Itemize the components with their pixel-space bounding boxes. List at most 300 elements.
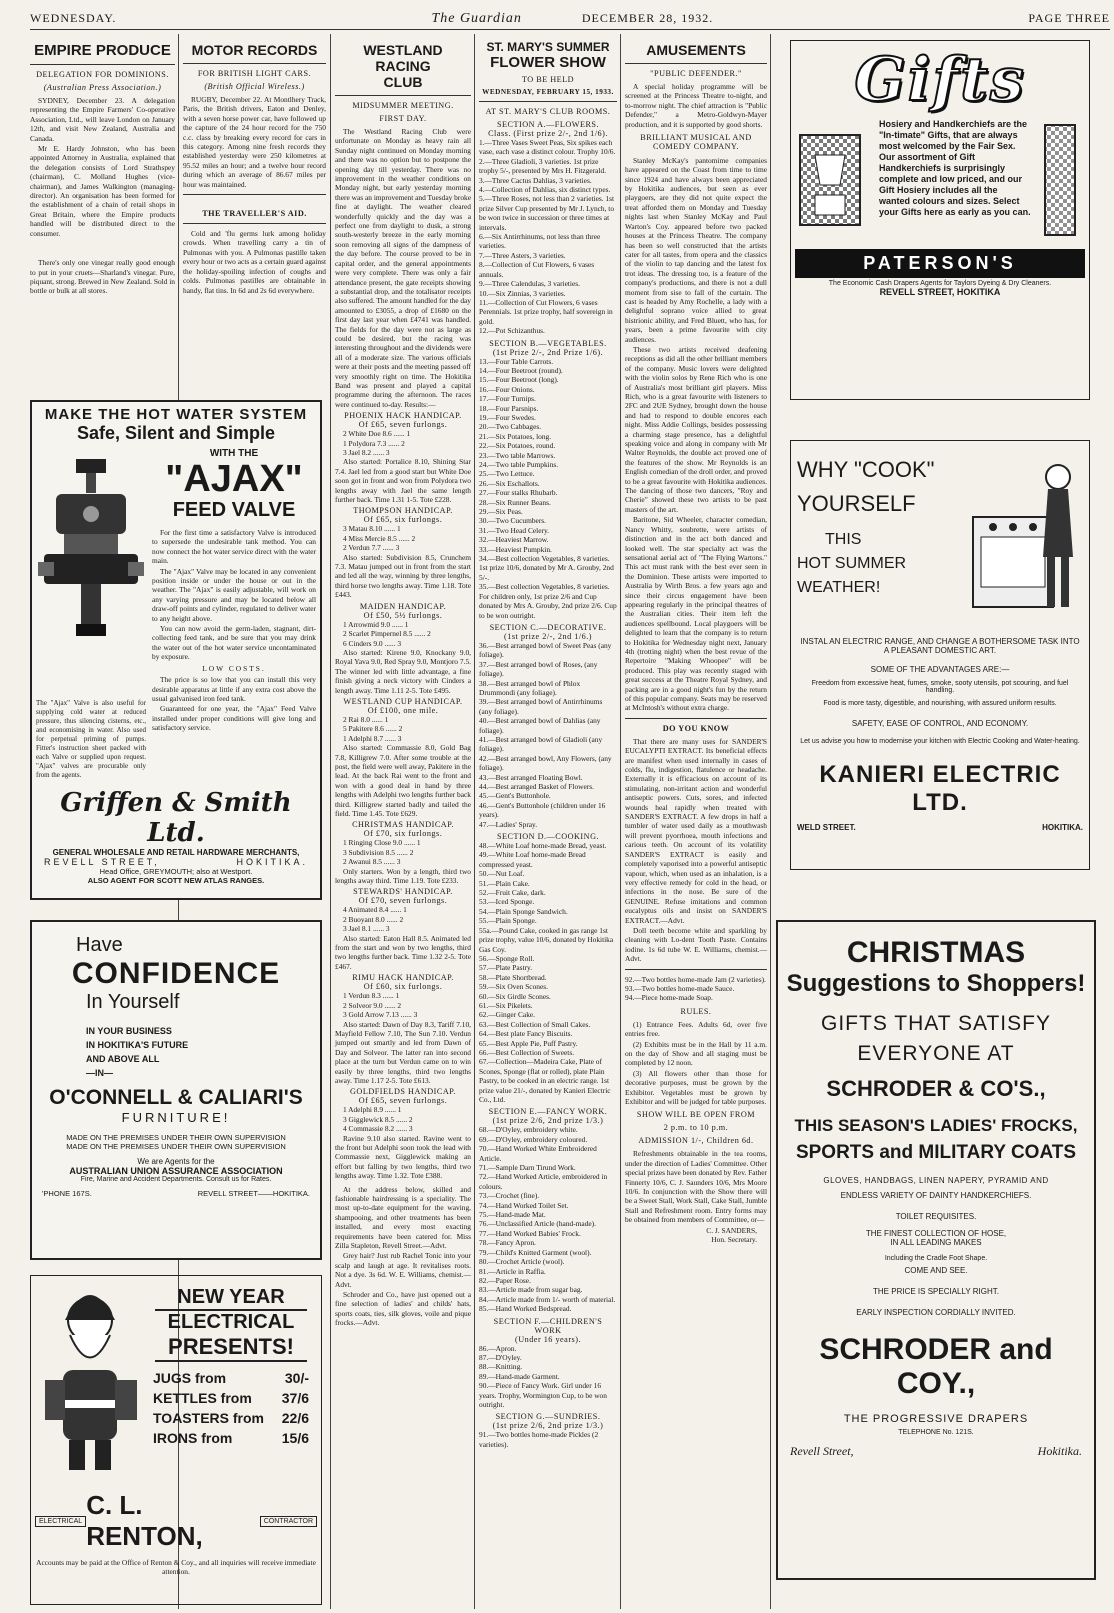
section-item: 72.—Hand Worked Article, embroidered in colours. <box>479 1172 608 1191</box>
conf-line: IN HOKITIKA'S FUTURE <box>86 1040 189 1050</box>
rules-title: RULES. <box>680 1006 712 1016</box>
race-placing: 2 Buoyant 8.0 ...... 2 <box>343 914 404 924</box>
section-item: 78.—Fancy Apron. <box>479 1238 536 1248</box>
renton-name: C. L. RENTON, <box>86 1490 203 1551</box>
column-1 <box>30 34 175 297</box>
race-stake: Of £100, one mile. <box>367 705 439 715</box>
patersons-name: PATERSON'S <box>863 253 1017 273</box>
race-notes: Also started: Kirene 9.0, Knockany 9.0, Royal Yava 9.0, Red Spray 9.0, Montjoro 7.5. The winner led with little advantage, a fine finish giving a neck victory with Cinders a length away. Time 1.11 2-5. Tote £495. <box>335 647 471 695</box>
amusements-title: AMUSEMENTS <box>646 42 746 58</box>
conf-line: IN YOUR BUSINESS <box>86 1026 172 1036</box>
section-item: 56.—Sponge Roll. <box>479 953 535 963</box>
kanieri-adv-h: SOME OF THE ADVANTAGES ARE:— <box>870 665 1010 674</box>
conf-made: MADE ON THE PREMISES UNDER THEIR OWN SUPERVISION <box>66 1142 286 1151</box>
section-item: 87.—D'Oyley. <box>479 1352 522 1362</box>
racing-intro: The Westland Racing Club were unfortunate on Monday as heavy rain all Sunday night continued on Monday morning and there was no option but to postpone the opening day till yesterday. There was no improvement in the weather conditions on Monday night, but early yesterday morning there was an improvement and Tuesday broke fine at daylight. The weather cleared wonderfully quickly and the day was a perfect one from daylight to dusk, a strong south-westerly breeze in the early morning soon removing all signs of the dampness of the day before. The course proved to be in capital order, and the general appointments were very complete. There was only a fair attendance present, the gate receipts showing a substantial drop, and the totalisator receipts also suffered. The amount handled for the day amounted to £3055, a drop of £1680 on the first day last year when £4741 was handled. The fields for the day were not as large as could be desired, but the racing was interesting throughout and the dividends were all of a moderate size. The various officials were at their posts and the meeting passed off very smoothly right on time. The Hokitika Band was present and played a capital programme during the afternoon. The races were continued to-day. Results:— <box>335 127 472 409</box>
show-section <box>479 832 617 1104</box>
race-placing: 1 Polydora 7.3 ...... 2 <box>343 438 405 448</box>
show-admission: ADMISSION 1/-, Children 6d. <box>638 1136 754 1146</box>
race-result <box>335 1087 471 1180</box>
section-item: 60.—Six Girdle Scones. <box>479 991 551 1001</box>
race-placing: 1 Adelphi 8.9 ...... 1 <box>343 1105 402 1115</box>
section-item: 52.—Fruit Cake, dark. <box>479 888 546 898</box>
section-prize: (1st Prize 2/-, 2nd Prize 1/6). <box>492 347 604 357</box>
race-placing: 6 Cinders 9.0 ...... 3 <box>343 638 402 648</box>
amuse-para: These two artists received deafening receptions as did all the other brilliant members of the company. Music lovers were delighted with the violin solos by Rene Rich who is one of Australia's most brilliant girl players. Miss Rich, who is a great favourite with listeners to 2FC and 2UE Sydney, brought down the house and had to respond to double encores each night. Miss Addie Collings, besides possessing a charming stage presence, has a delightful speaking voice and along in company with Mr Walter Reynolds, the double act proved one of the features of the show. Mr Reynolds is an English comedian of the droll order, and proved to be a great favourite with Hokitika audiences. The dancing of those two dancers, "Roy and Cherie" showed these two artists to be past masters of the art. <box>625 344 767 514</box>
vinegar-ad <box>30 258 175 296</box>
know-body: That there are many uses for SANDER'S EUCALYPTI EXTRACT. Its beneficial effects are manifest when used internally in cases of colds, flu, indigestion, flatulence or headache. Externally it is efficacious on account of its stimulating, non-irritant action and wonderful antiseptic powers. Cuts, sores, and infected wounds heal rapidly when treated with SANDER'S EXTRACT. A few drops in half a tumbler of water used daily as a mouthwash will prevent pyorrhoea, mouth infections and carious teeth. On account of its volatility SANDER'S EXTRACT is easily and completely vaporised into a powerful antiseptic vapour, which, when used as an inhalation, is a very effective remedy for cold in the head, or infections in the nose. Be sure of the GENUINE. Refuse imitations and common eucalyptus oils and insist on SANDER'S EXTRACT.—Advt. <box>625 736 767 925</box>
schroder-gloves1: GLOVES, HANDBAGS, LINEN NAPERY, PYRAMID AND <box>823 1176 1049 1185</box>
rule-item: (2) Exhibits must be in the Hall by 11 a.m. on the day of Show and all staging must be completed by 12 noon. <box>625 1039 767 1068</box>
empire-title: EMPIRE PRODUCE <box>34 42 171 59</box>
race-placing: 5 Pakitere 8.6 ...... 2 <box>343 724 403 734</box>
schroder-cradle: Including the Cradle Foot Shape. <box>884 1255 988 1262</box>
conf-firm: O'CONNELL & CALIARI'S <box>49 1086 303 1109</box>
race-title: WESTLAND CUP HANDICAP. <box>343 696 463 706</box>
show-item: 93.—Two bottles home-made Sauce. <box>625 983 735 993</box>
griffen-line1: GENERAL WHOLESALE AND RETAIL HARDWARE MERCHANTS, <box>52 848 300 857</box>
race-title: GOLDFIELDS HANDICAP. <box>350 1087 456 1097</box>
conf-line: —IN— <box>86 1068 113 1078</box>
section-item: 70.—Hand Worked White Embroidered Article. <box>479 1144 597 1163</box>
schroder-firm: SCHRODER & CO'S., <box>826 1076 1046 1101</box>
confidence-ad <box>30 920 322 1260</box>
race-placing: 1 Arrowmid 9.0 ...... 1 <box>343 619 409 629</box>
section-item: 55.—Plain Sponge. <box>479 916 537 926</box>
section-prize: (Under 16 years). <box>514 1334 582 1344</box>
section-item: 58.—Plate Shortbread. <box>479 972 547 982</box>
race-stake: Of £60, six furlongs. <box>363 982 443 992</box>
schroder-finest: THE FINEST COLLECTION OF HOSE, <box>865 1229 1007 1238</box>
conf-line: AND ABOVE ALL <box>86 1054 160 1064</box>
section-item: 88.—Knitting. <box>479 1362 523 1372</box>
race-title: STEWARDS' HANDICAP. <box>353 887 453 897</box>
race-placing: 1 Verdun 8.3 ...... 1 <box>343 991 400 1001</box>
conf-phone: 'PHONE 167S. <box>42 1189 92 1198</box>
sig-name: C. J. SANDERS, <box>706 1225 757 1235</box>
renton-l3: PRESENTS! <box>155 1334 307 1362</box>
amuse-para: Baritone, Sid Wheeler, character comedian, Nancy Whitty, soubrette, were artists of distinction and in the act both danced and looked well. The star specialty act was the sensational aerial act of "The Flying Wartons." This act must rank with the best ever seen in the Dominion. These artists were imported to Australia by Wirth Bros. a few years ago and since their circus engagement have been appearing regularly in the principal theatres of the Australian cities. Their item left the audiences spellbound. Local playgoers will be delighted to learn that the company is to return to Hokitika for Wednesday night next, January 4th (trotting night) when the best revue of the Repertoire "Making Whoopee" will be produced. This play was recently staged with great success at the Theatre Royal Sydney, and packing are in a good night's fun by the return of this popular company. Seats may be reserved at McIntosh's without extra charge. <box>625 515 767 713</box>
section-item: 86.—Apron. <box>479 1343 517 1353</box>
schroder-name: SCHRODER and COY., <box>819 1333 1053 1400</box>
race-notes: Only starters. Won by a length, third two lengths away third. Time 1.19. Tote £233. <box>335 866 471 886</box>
ajax-para: For the first time a satisfactory Valve is introduced to supersede the undesirable tank method. You can now connect the hot water service direct with the water main. <box>152 528 316 566</box>
kanieri-install: INSTAL AN ELECTRIC RANGE, AND CHANGE A BOTHERSOME TASK INTO A PLEASANT DOMESTIC ART. <box>800 637 1080 655</box>
masthead-day: WEDNESDAY. <box>30 11 117 25</box>
section-item: 13.—Four Table Carrots. <box>479 356 554 366</box>
section-item: 20.—Two Cabbages. <box>479 422 542 432</box>
race-stake: Of £70, seven furlongs. <box>358 896 448 906</box>
show-section <box>479 1317 617 1410</box>
renton-contractor: CONTRACTOR <box>260 1516 317 1527</box>
schroder-phone: TELEPHONE No. 121S. <box>898 1429 974 1436</box>
kanieri-name: KANIERI ELECTRIC LTD. <box>819 761 1061 816</box>
race-notes: Also started: Subdivision 8.5, Crunchem 7.3. Matau jumped out in front from the start and led all the way, winning by three lengths, third horse two lengths away. Time 1.18. Tote £443. <box>335 552 471 600</box>
race-title: THOMPSON HANDICAP. <box>353 506 453 516</box>
show-item: 94.—Piece home-made Soap. <box>625 993 713 1003</box>
section-item: 73.—Crochet (fine). <box>479 1191 540 1201</box>
race-result <box>335 820 471 885</box>
race-placing: 4 Miss Mercie 8.5 ...... 2 <box>343 533 416 543</box>
section-title: SECTION C.—DECORATIVE. <box>489 622 607 632</box>
masthead-paper: The Guardian <box>431 10 522 26</box>
ajax-para: You can now avoid the germ-laden, stagnant, dirt-collecting feed tank, and be sure that you may drink the water out of the hot water service uncontaminated by exposure. <box>152 624 316 662</box>
race-placing: 3 Matau 8.10 ...... 1 <box>343 524 401 534</box>
kanieri-town: HOKITIKA. <box>1042 823 1083 832</box>
section-item: 8.—Collection of Cut Flowers, 6 vases annuals. <box>479 260 595 279</box>
race-result <box>335 697 471 818</box>
schroder-suggest: Suggestions to Shoppers! <box>786 970 1086 997</box>
section-item: 27.—Four stalks Rhubarb. <box>479 488 558 498</box>
patersons-tag: The Economic Cash Drapers Agents for Taylors Dyeing & Dry Cleaners. <box>828 280 1052 287</box>
schroder-christmas: CHRISTMAS <box>846 936 1026 969</box>
show-item: 92.—Two bottles home-made Jam (2 varieties). <box>625 974 766 984</box>
racing-title: WESTLAND RACING <box>363 42 443 74</box>
section-item: 34.—Best collection Vegetables, 8 varieties. 1st prize 10/6, donated by Mr A. Grouby, 2nd 5/-. <box>479 554 614 582</box>
schroder-early: EARLY INSPECTION CORDIALLY INVITED. <box>856 1308 1016 1317</box>
section-item: 40.—Best arranged bowl of Dahlias (any foliage). <box>479 716 601 735</box>
race-stake: Of £65, six furlongs. <box>363 515 443 525</box>
section-item: 61.—Six Pikelets. <box>479 1000 533 1010</box>
section-item: 19.—Four Swedes. <box>479 412 536 422</box>
ajax-name: "AJAX" <box>165 458 303 500</box>
race-placing: 4 Animated 8.4 ...... 1 <box>343 905 407 915</box>
section-item: 7.—Three Asters, 3 varieties. <box>479 250 566 260</box>
motor-article: RUGBY, December 22. At Montlhery Track, Paris, the British drivers, Eaton and Denley, with a seven horse power car, have followed up the capture of the 24 hour record for the 750 c.c. class by breaking every record for cars in this category. Among nine fresh records they established yesterday were 250 kilometres at 95.52 miles an hour; and a twelve hour record during which an average of 86.67 miles per hour was maintained. <box>183 95 326 189</box>
section-item: 10.—Six Zinnias, 3 varieties. <box>479 288 566 298</box>
electric-range-illustration <box>963 447 1083 627</box>
section-item: 68.—D'Oyley, embroidery white. <box>479 1125 578 1135</box>
section-title: SECTION D.—COOKING. <box>496 832 600 842</box>
section-item: 31.—Two Head Celery. <box>479 525 550 535</box>
race-placing: 3 Gold Arrow 7.13 ...... 3 <box>343 1010 418 1020</box>
conf-agents: We are Agents for the <box>137 1157 215 1166</box>
section-item: 23.—Two table Marrows. <box>479 450 556 460</box>
race-result <box>335 602 471 695</box>
column-3 <box>335 34 471 1329</box>
section-item: 17.—Four Turnips. <box>479 394 536 404</box>
kanieri-advise: Let us advise you how to modernise your kitchen with Electric Cooking and Water-heating. <box>800 738 1080 745</box>
section-item: 2.—Three Gladioli, 3 varieties. 1st prize trophy 5/-, presented by Mrs H. Fitzgerald. <box>479 156 607 176</box>
race-result <box>335 506 471 599</box>
empire-para: Mr E. Hardy Johnston, who has been appointed Attorney in Australia, explained that the delegation consists of Lord Strathspey (chairman), C. Molland Hughes (vice-chairman), and James Walkington (managing-director). An organisation has been formed for the establishment of a chain of retail shops in Great Britain, where the Empire products handled will be distributed direct to the consumer. <box>30 144 175 238</box>
section-title: SECTION B.—VEGETABLES. <box>489 338 607 348</box>
tonic-ad: Grey hair? Just rub Rachel Tonic into your scalp and laugh at age. It revitalises roots. Not a dye. 3s 6d. W. E. Williams, chemist.—Advt. <box>335 1251 471 1289</box>
kanieri-yourself: YOURSELF <box>797 491 916 516</box>
doll-ad: Doll teeth become white and sparkling by cleaning with Lo-dent Tooth Paste. Contains iodine. 1s 6d tube W. E. Williams, chemist.—Advt. <box>625 925 767 964</box>
empire-article <box>30 96 175 238</box>
race-stake: Of £65, seven furlongs. <box>358 1096 448 1106</box>
show-date: WEDNESDAY, FEBRUARY 15, 1933. <box>482 88 614 96</box>
conf-word: CONFIDENCE <box>71 957 281 990</box>
santa-illustration <box>35 1280 145 1480</box>
renton-item-name: TOASTERS from <box>153 1410 264 1426</box>
section-item: 82.—Paper Rose. <box>479 1275 531 1285</box>
section-item: 79.—Child's Knitted Garment (wool). <box>479 1247 592 1257</box>
race-placing: 2 Solveor 9.0 ...... 2 <box>343 1000 402 1010</box>
conf-furn: FURNITURE! <box>121 1110 231 1125</box>
race-result <box>335 411 471 504</box>
section-item: 35.—Best collection Vegetables, 8 varieties. For children only, 1st prize 2/6 and Cup donated by Mrs A. Grouby, 2nd prize 2/6. Cup to be won outright. <box>479 582 617 620</box>
kanieri-weather: WEATHER! <box>797 579 881 596</box>
race-stake: Of £65, seven furlongs. <box>358 420 448 430</box>
schroder-town: Hokitika. <box>1037 1444 1082 1458</box>
show-held: TO BE HELD <box>521 75 575 84</box>
motor-source: (British Official Wireless.) <box>204 82 305 91</box>
secretary-sig <box>625 1226 767 1245</box>
section-title: SECTION A.—FLOWERS. <box>496 120 600 129</box>
section-prize: Class. (First prize 2/-, 2nd 1/6). <box>488 129 608 138</box>
section-item: 76.—Unclassified Article (hand-made). <box>479 1219 596 1229</box>
masthead <box>30 8 1110 30</box>
show-close: Refreshments obtainable in the tea rooms, under the direction of Ladies' Committee. Other special prizes have been donated by Rev. Father Finnerty 10/6, C. J. Saunders 10/6, Mrs Moore 10/6. In conjunction with the Show there will be a Sweet Stall, Work Stall, Cake Stall, Jumble Stall and Refreshment room. Entry forms may be obtained from members of Committee, or— <box>625 1149 767 1225</box>
section-item: 53.—Iced Sponge. <box>479 897 535 907</box>
ajax-copy <box>152 528 316 733</box>
section-item: 26.—Six Eschallots. <box>479 478 540 488</box>
section-item: 5.—Three Roses, not less than 2 varieties. 1st prize Silver Cup presented by Mr J. Lynch, to be won twice in succession or three times at intervals. <box>479 194 615 232</box>
section-item: 24.—Two table Pumpkins. <box>479 460 559 469</box>
gifts-title: Gifts <box>854 45 1026 115</box>
amusements-sub: "PUBLIC DEFENDER." <box>650 69 742 78</box>
schroder-notice: Schroder and Co., have just opened out a fine selection of ladies' and childs' hats, sports coats, ties, silk gloves, voile and pique frocks.—Advt. <box>335 1290 471 1328</box>
patersons-street: REVELL STREET, HOKITIKA <box>879 287 1001 297</box>
column-rule <box>474 34 475 1609</box>
section-item: 74.—Hand Worked Toilet Set. <box>479 1200 569 1210</box>
kanieri-hot: HOT SUMMER <box>797 555 907 572</box>
race-placing: 3 Jael 8.2 ...... 3 <box>343 448 390 457</box>
section-item: 45.—Gent's Buttonhole. <box>479 791 551 801</box>
show-section <box>479 1107 617 1313</box>
renton-item-price: 15/6 <box>281 1430 309 1446</box>
conf-made: MADE ON THE PREMISES UNDER THEIR OWN SUPERVISION <box>66 1133 286 1142</box>
section-item: 14.—Four Beetroot (round). <box>479 365 563 375</box>
race-title: CHRISTMAS HANDICAP. <box>352 820 454 830</box>
schroder-toilet: TOILET REQUISITES. <box>895 1212 977 1221</box>
column-2 <box>183 34 326 296</box>
griffen-town: HOKITIKA. <box>236 857 308 867</box>
section-item: 91.—Two bottles home-made Pickles (2 varieties). <box>479 1430 599 1449</box>
renton-price-row <box>145 1368 317 1388</box>
column-rule <box>330 34 331 1609</box>
show-title-2: FLOWER SHOW <box>490 54 606 71</box>
schroder-leading: IN ALL LEADING MAKES <box>890 1238 982 1247</box>
section-prize: (1st prize 2/-, 2nd 1/6.) <box>504 631 592 641</box>
renton-price-row <box>145 1408 317 1428</box>
griffen-street: REVELL STREET, <box>44 857 160 867</box>
show-section <box>479 623 617 829</box>
conf-have: Have <box>76 934 123 956</box>
kanieri-street: WELD STREET. <box>797 823 856 832</box>
race-notes: Also started: Eaton Hall 8.5. Animated led from the start and won by two lengths, third two lengths further back. Time 1.32 2-5. Tote £467. <box>335 933 471 971</box>
renton-l2: ELECTRICAL <box>167 1311 295 1333</box>
race-stake: Of £70, six furlongs. <box>363 829 443 839</box>
race-placing: 1 Adelphi 8.7 ...... 3 <box>343 733 402 743</box>
hairdresser-ad: At the address below, skilled and fashionable hairdressing is a speciality. The most up-to-date equipment for the waving, shampooing, and other treatments has been installed, and every most exacting requirements have been catered for. Miss Zilla Stapleton, Revell Street.—Advt. <box>335 1184 471 1251</box>
section-item: 46.—Gent's Buttonhole (children under 16 years). <box>479 800 606 820</box>
conf-in: In Yourself <box>86 991 180 1013</box>
show-hours: 2 p.m. to 10 p.m. <box>663 1123 729 1133</box>
section-prize: (1st prize 2/6, 2nd prize 1/3.) <box>492 1421 604 1431</box>
kanieri-why: WHY "COOK" <box>797 457 935 482</box>
section-item: 85.—Hand Worked Bedspread. <box>479 1304 572 1314</box>
section-item: 55a.—Pound Cake, cooked in gas range 1st prize trophy, value 10/6, donated by Hokitika Gas Coy. <box>479 925 614 954</box>
column-4 <box>479 34 617 1449</box>
gifts-ad <box>790 40 1090 400</box>
racing-day: FIRST DAY. <box>379 114 427 123</box>
section-item: 30.—Two Cucumbers. <box>479 516 547 526</box>
renton-item-price: 30/- <box>284 1370 309 1386</box>
section-item: 9.—Three Calendulas, 3 varieties. <box>479 279 580 289</box>
conf-footer <box>36 1189 316 1198</box>
valve-illustration <box>36 454 146 694</box>
section-item: 37.—Best arranged bowl of Roses, (any foliage). <box>479 659 598 679</box>
race-placing: 2 White Doe 8.6 ...... 1 <box>343 429 411 439</box>
section-item: 75.—Hand-made Mat. <box>479 1210 546 1220</box>
section-item: 47.—Ladies' Spray. <box>479 819 538 829</box>
section-item: 67.—Collection—Madeira Cake, Plate of Scones, Sponge (flat or rolled), plate Plain Pastry, to be cooked in an electric range. 1st prize value 21/-, donated by Kanieri Electric Co., Ltd. <box>479 1057 611 1104</box>
section-item: 43.—Best arranged Floating Bowl. <box>479 772 583 782</box>
renton-l1: NEW YEAR <box>155 1286 307 1311</box>
schroder-price: THE PRICE IS SPECIALLY RIGHT. <box>873 1287 999 1296</box>
vinegar-text: There's only one vinegar really good enough to put in your cruets—Sharland's vinegar. Pure, piquant, strong. Brewed in New Zealand. Sold in bottle or bulk at all stores. <box>30 258 175 296</box>
schroder-ad <box>776 920 1096 1580</box>
racing-title-2: CLUB <box>383 74 423 90</box>
column-5 <box>625 34 767 1245</box>
schroder-address <box>784 1444 1088 1459</box>
gifts-body: Hosiery and Handkerchiefs are the "In-timate" Gifts, that are always most welcomed by the Fair Sex. Our assortment of Gift Handkerchiefs is surprisingly complete and low priced, and our Gift Hosiery includes all the wanted colours and sizes. Select your Gifts here as early as you can. <box>879 119 1031 217</box>
section-item: 38.—Best arranged bowl of Phlox Drummondi (any foliage). <box>479 678 581 697</box>
section-prize: (1st prize 2/6, 2nd prize 1/3.) <box>492 1116 604 1126</box>
section-item: 51.—Plain Cake. <box>479 878 530 888</box>
hosiery-illustration <box>1035 115 1085 245</box>
amuse-para: Stanley McKay's pantomime companies have appeared on the Coast from time to time since 1924 and have always been appreciated by Hokitika audiences, but seen as ever playgoers, are they did not quite expect the treat afforded them on Monday and Tuesday nights last when Stanley McKay and Paul Warton's Coy. appeared before two packed houses at the Princess Theatre. The company has been so well constructed that the artists cater for all tastes, from opera and the classics of the violin to tap dancing and the latest fox trot ideas. The dressing too, is a feature of the company's productions, and there is not a dull moment from sise to fall of the curtain. The cast is headed by Amy Rochelle, a lady with a delightful soprano voice allied to great histrionic ability, and Fred Bluett, who has, for years, been a prime favourite with city audiences. <box>625 155 767 344</box>
section-item: 15.—Four Beetroot (long). <box>479 375 559 385</box>
section-item: 59.—Six Oven Scones. <box>479 982 548 992</box>
ajax-para: The "Ajax" Valve may be located in any convenient position inside or under the house or out in the weather. The "Ajax" is easily adjustable, will work on any varying pressure and may be located below all draw-off points and cylinder, regulated to deliver water to any height above. <box>152 566 316 623</box>
griffen-line3: Head Office, GREYMOUTH; also at Westport. <box>99 867 253 876</box>
renton-accounts: Accounts may be paid at the Office of Renton & Coy., and all inquiries will receive immediate attention. <box>36 1558 316 1577</box>
section-item: 18.—Four Parsnips. <box>479 403 539 413</box>
section-item: 49.—White Loaf home-made Bread compressed yeast. <box>479 850 586 869</box>
race-results <box>335 411 471 1180</box>
race-placing: 2 Scarlet Pimpernel 8.5 ...... 2 <box>343 629 431 639</box>
section-item: 36.—Best arranged bowl of Sweet Peas (any foliage). <box>479 640 612 660</box>
section-item: 48.—White Loaf home-made Bread, yeast. <box>479 841 607 851</box>
show-section <box>479 339 617 620</box>
section-item: 16.—Four Onions. <box>479 384 535 394</box>
know-title: DO YOU KNOW <box>662 723 730 733</box>
masthead-date: DECEMBER 28, 1932. <box>581 11 714 25</box>
schroder-drapers: THE PROGRESSIVE DRAPERS <box>843 1413 1029 1425</box>
schroder-sports: SPORTS and MILITARY COATS <box>795 1142 1077 1163</box>
section-item: 54.—Plain Sponge Sandwich. <box>479 906 568 916</box>
section-item: 81.—Article in Raffia. <box>479 1266 546 1276</box>
section-item: 57.—Plate Pastry. <box>479 963 533 973</box>
section-item: 66.—Best Collection of Sweets. <box>479 1047 575 1057</box>
section-item: 12.—Pot Schizanthus. <box>479 326 545 336</box>
gift-box-illustration <box>795 115 875 245</box>
section-item: 33.—Heaviest Pumpkin. <box>479 544 552 554</box>
ajax-para: Guaranteed for one year, the "Ajax" Feed Valve installed under proper conditions will give long and satisfactory service. <box>152 704 316 733</box>
kanieri-address <box>797 823 1083 832</box>
ajax-line2: Safe, Silent and Simple <box>76 423 276 443</box>
show-sundries-cont <box>625 975 767 1003</box>
section-item: 62.—Ginger Cake. <box>479 1010 536 1020</box>
show-section <box>479 120 617 336</box>
section-item: 28.—Six Runner Beans. <box>479 497 551 507</box>
show-open: SHOW WILL BE OPEN FROM <box>636 1110 756 1120</box>
schroder-gloves2: ENDLESS VARIETY OF DAINTY HANDKERCHIEFS. <box>840 1191 1032 1200</box>
section-item: 65.—Best Apple Pie, Puff Pastry. <box>479 1038 578 1048</box>
section-item: 41.—Best arranged bowl of Gladioli (any foliage). <box>479 734 603 754</box>
section-item: 39.—Best arranged bowl of Antirrhinums (any foliage). <box>479 697 603 716</box>
race-title: MAIDEN HANDICAP. <box>359 601 447 611</box>
patersons-banner <box>795 249 1085 278</box>
ajax-side-text: The "Ajax" Valve is also useful for supplying cold water at reduced pressure, thus silencing cisterns, etc., and economising in water. Also used for perpetual priming of pumps. Fitter's instruction sheet packed with each Valve or supplied upon request. "Ajax" valves are procurable only from the agents. <box>36 699 146 779</box>
section-item: 84.—Article made from 1/- worth of material. <box>479 1294 616 1304</box>
race-placing: 4 Commassie 8.2 ...... 3 <box>343 1124 413 1134</box>
section-item: 77.—Hand Worked Babies' Frock. <box>479 1228 581 1238</box>
rule-item: (3) All flowers other than those for decorative purposes, must be grown by the Exhibitor. Vegetables must be grown by Exhibitor and will be judged for table purposes. <box>625 1068 767 1107</box>
section-item: 63.—Best Collection of Small Cakes. <box>479 1019 591 1029</box>
section-item: 64.—Best plate Fancy Biscuits. <box>479 1029 573 1039</box>
race-title: PHOENIX HACK HANDICAP. <box>344 411 462 421</box>
schroder-season: THIS SEASON'S LADIES' FROCKS, <box>794 1116 1078 1135</box>
show-title: ST. MARY'S SUMMER <box>486 40 610 54</box>
renton-item-price: 37/6 <box>281 1390 309 1406</box>
show-section <box>479 1412 617 1449</box>
griffen-smith-logo: Griffen & Smith Ltd. <box>60 788 292 848</box>
ajax-ad <box>30 400 322 900</box>
empire-source: (Australian Press Association.) <box>43 83 162 92</box>
schroder-gifts: GIFTS THAT SATISFY <box>821 1012 1051 1035</box>
section-item: 42.—Best arranged bowl, Any Flowers, (any foliage). <box>479 753 612 773</box>
race-placing: 1 Ringing Close 9.0 ...... 1 <box>343 838 421 848</box>
amuse-para: A special holiday programme will be screened at the Princess Theatre to-night, and to-morrow night. The chief attraction is "Public Defender," a Metro-Goldwyn-Mayer production, and it is supported by good shorts. <box>625 82 767 129</box>
ajax-para: The price is so low that you can install this very desirable apparatus at little if any extra cost above the usual galvanised iron feed tank. <box>152 675 316 703</box>
schroder-everyone: EVERYONE AT <box>857 1042 1015 1065</box>
rule-item: (1) Entrance Fees. Adults 6d, over five entries free. <box>625 1019 767 1039</box>
section-item: 1.—Three Vases Sweet Peas, Six spikes each vase, each vase a distinct colour. Trophy 10/6. <box>479 138 616 157</box>
masthead-page: PAGE THREE <box>1028 11 1110 25</box>
section-item: 6.—Six Antirrhinums, not less than three varieties. <box>479 232 601 251</box>
race-result <box>335 887 471 971</box>
section-item: 80.—Crochet Article (wool). <box>479 1257 565 1267</box>
section-item: 69.—D'Oyley, embroidery coloured. <box>479 1134 588 1144</box>
renton-ad <box>30 1275 322 1605</box>
renton-item-price: 22/6 <box>281 1410 309 1426</box>
race-notes: Also started: Portalice 8.10, Shining Star 7.4. Jael led from a good start but White Doe soon got in front and won from Polydora two lengths away with Jael the same length further back. Time 1.31 1-5. Tote £228. <box>335 457 471 505</box>
travel-article: Cold and 'flu germs lurk among holiday crowds. When travelling carry a tin of Pulmonas with you. A Pulmonas pastille taken every hour or two acts as a certain guard against the holiday-spoiling infection of coughs and colds. Pulmonas pastilles are obtainable in handy, flat tins. In 6d and 2s 6d everywhere. <box>183 229 326 295</box>
renton-item-name: IRONS from <box>153 1430 233 1446</box>
ajax-feed: FEED VALVE <box>172 499 296 521</box>
travel-title: THE TRAVELLER'S AID. <box>202 209 307 219</box>
race-notes: Also started: Commassie 8.0, Gold Bag 7.8, Killigrew 7.0. After some trouble at the post, the field were well away, Pakitere in the lead. At the back Rai went to the front and won with a good deal in hand by three lengths with Adelphi two lengths further back third. Killigrew started badly and tailed the field. Time 1.45. Tote £629. <box>335 743 471 818</box>
race-placing: 2 Verdun 7.7 ...... 3 <box>343 543 400 553</box>
column-rule <box>770 34 771 1609</box>
kanieri-adv1: Freedom from excessive heat, fumes, smoke, sooty utensils, pot scouring, and fuel handling. <box>811 680 1069 694</box>
race-stake: Of £50, 5½ furlongs. <box>363 610 443 620</box>
col3-ads <box>335 1185 471 1328</box>
griffen-address <box>36 857 316 867</box>
renton-price-list <box>145 1368 317 1448</box>
kanieri-adv2: Food is more tasty, digestible, and nourishing, with assured uniform results. <box>823 700 1057 707</box>
section-title: SECTION F.—CHILDREN'S WORK <box>493 1316 603 1335</box>
section-item: 22.—Six Potatoes, round. <box>479 441 556 451</box>
race-result <box>335 973 471 1085</box>
race-placing: 3 Subdivision 8.5 ...... 2 <box>343 847 414 857</box>
ajax-low-costs: LOW COSTS. <box>202 663 266 673</box>
